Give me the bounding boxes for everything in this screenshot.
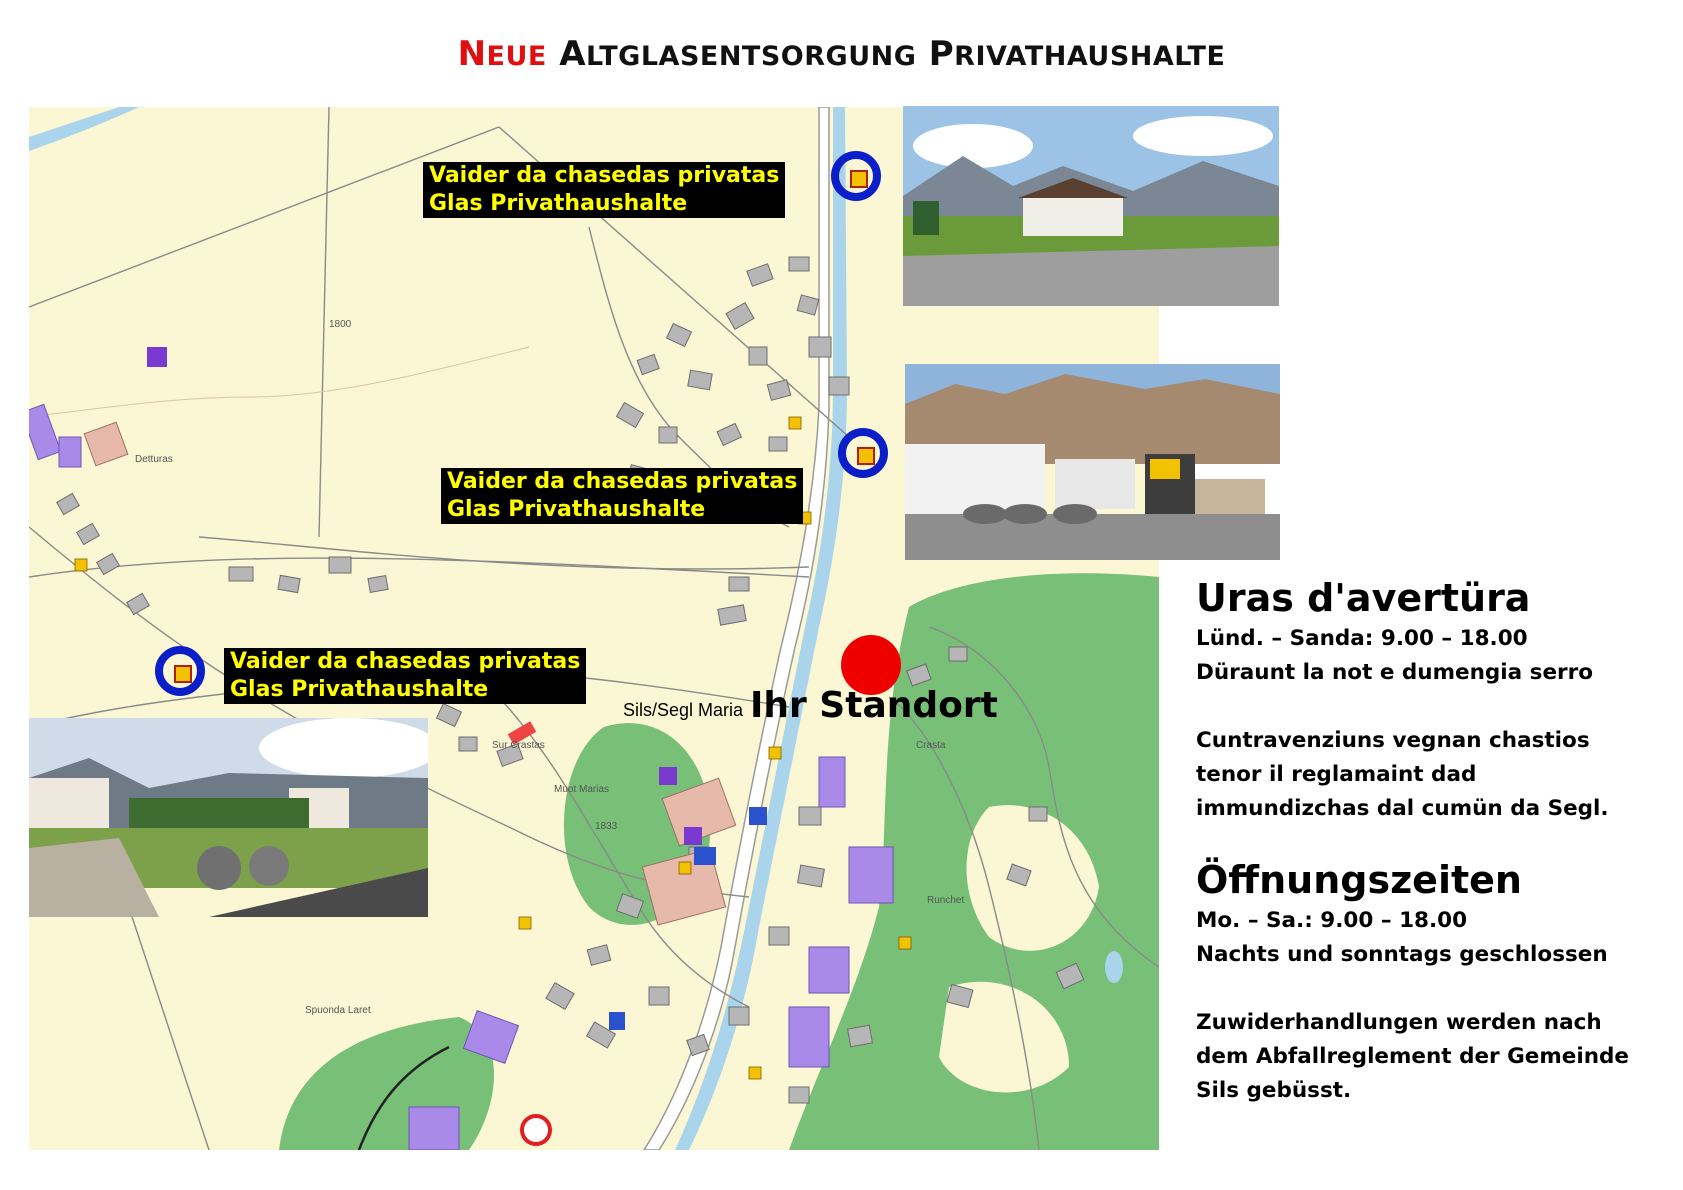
map-label-spuonda-laret: Spuonda Laret: [305, 1005, 371, 1016]
collection-point-label-middle: Vaider da chasedas privatas Glas Privathaushalte: [441, 468, 803, 524]
german-note-line3: Sils gebüsst.: [1196, 1078, 1352, 1103]
map-label-1833: 1833: [595, 821, 618, 832]
map-label-1800: 1800: [329, 319, 352, 330]
photo-north-collection-point: [903, 106, 1279, 306]
title-word-privathaushalte: PRIVATHAUSHALTE: [928, 34, 1226, 74]
german-note-line1: Zuwiderhandlungen werden nach: [1196, 1010, 1602, 1035]
photo-middle-collection-point: [905, 364, 1280, 560]
title-word-altglasentsorgung: ALTGLASENTSORGUNG: [559, 34, 917, 74]
glass-bin-icon: [155, 646, 205, 696]
map-label-detturas: Detturas: [135, 454, 173, 465]
german-note-line2: dem Abfallreglement der Gemeinde: [1196, 1044, 1629, 1069]
forest-southwest: [279, 1017, 494, 1150]
romansh-closed: Düraunt la not e dumengia serro: [1196, 660, 1594, 685]
german-heading: Öffnungszeiten: [1196, 858, 1522, 902]
german-hours: Mo. – Sa.: 9.00 – 18.00: [1196, 908, 1468, 933]
map-label-crasta: Crasta: [916, 740, 946, 751]
you-are-here-label: Ihr Standort: [750, 685, 998, 726]
opening-hours-panel: [1196, 574, 1676, 1108]
romansh-hours: Lünd. – Sanda: 9.00 – 18.00: [1196, 626, 1528, 651]
romansh-heading: Uras d'avertüra: [1196, 576, 1531, 620]
contour-1800: [29, 347, 529, 417]
prohibition-sign: [522, 1116, 550, 1144]
glass-bin-icon: [831, 151, 881, 201]
river-north: [29, 107, 139, 151]
romansh-note-line3: immundizchas dal cumün da Segl.: [1196, 796, 1609, 821]
map-label-sur-crastas: Sur Crastas: [492, 740, 545, 751]
german-closed: Nachts und sonntags geschlossen: [1196, 942, 1608, 967]
poster-title: [0, 34, 1683, 74]
romansh-note-line2: tenor il reglamaint dad: [1196, 762, 1477, 787]
map-label-muot-marias: Muot Marias: [554, 784, 610, 795]
glass-bin-icon: [838, 428, 888, 478]
pond: [1105, 951, 1123, 983]
place-name-label: Sils/Segl Maria: [623, 700, 744, 720]
photo-west-collection-point: [29, 718, 428, 917]
romansh-note-line1: Cuntravenziuns vegnan chastios: [1196, 728, 1590, 753]
title-word-neue: NEUE: [457, 34, 547, 74]
collection-point-label-west: Vaider da chasedas privatas Glas Privathaushalte: [224, 648, 586, 704]
collection-point-label-north: Vaider da chasedas privatas Glas Privathaushalte: [423, 162, 785, 218]
map-label-runchet: Runchet: [927, 895, 965, 906]
